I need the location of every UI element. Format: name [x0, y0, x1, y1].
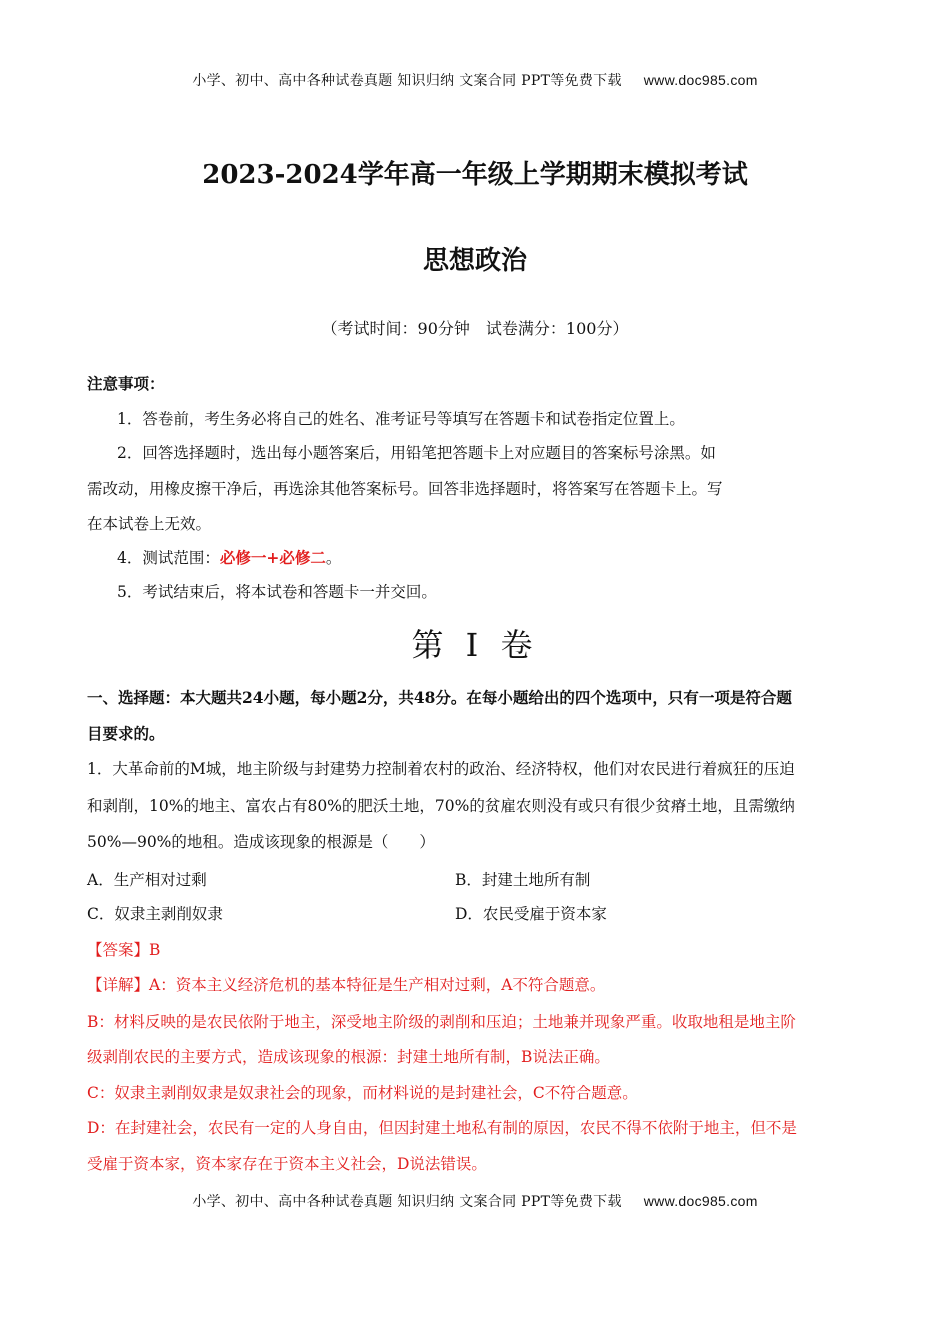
question-1-line-2: 和剥削，10%的地主、富农占有80%的肥沃土地，70%的贫雇农则没有或只有很少贫瘠土地，且需缴纳 [87, 797, 795, 815]
header-text: 小学、初中、高中各种试卷真题 知识归纳 文案合同 PPT等免费下载 [192, 73, 622, 89]
note-item-2-line-3: 在本试卷上无效。 [87, 515, 212, 533]
option-b: B．封建土地所有制 [455, 871, 591, 889]
page-header [0, 70, 950, 90]
note-item-4 [117, 546, 897, 570]
notes-heading: 注意事项： [87, 374, 165, 393]
analysis-line-3: 级剥削农民的主要方式，造成该现象的根源：封建土地所有制，B说法正确。 [87, 1048, 610, 1066]
question-1-line-3: 50%—90%的地租。造成该现象的根源是（ ） [87, 833, 435, 851]
exam-info: （考试时间：90分钟 试卷满分：100分） [321, 319, 629, 338]
option-a: A．生产相对过剩 [87, 871, 207, 889]
analysis-line-2: B：材料反映的是农民依附于地主，深受地主阶级的剥削和压迫；土地兼并现象严重。收取地租是地主阶 [87, 1013, 796, 1031]
section-heading-line-2: 目要求的。 [87, 724, 165, 743]
volume-heading: 第 I 卷 [411, 626, 539, 664]
note-item-1: 1．答卷前，考生务必将自己的姓名、准考证号等填写在答题卡和试卷指定位置上。 [117, 410, 685, 428]
note-item-5: 5．考试结束后，将本试卷和答题卡一并交回。 [117, 583, 437, 601]
note-item-2-line-1: 2．回答选择题时，选出每小题答案后，用铅笔把答题卡上对应题目的答案标号涂黑。如 [117, 444, 716, 462]
analysis-line-4: C：奴隶主剥削奴隶是奴隶社会的现象，而材料说的是封建社会，C不符合题意。 [87, 1084, 638, 1102]
question-1-line-1: 1．大革命前的M城，地主阶级与封建势力控制着农村的政治、经济特权，他们对农民进行着疯狂的压迫 [87, 760, 795, 778]
option-c: C．奴隶主剥削奴隶 [87, 905, 223, 923]
section-heading-line-1: 一、选择题：本大题共24小题，每小题2分，共48分。在每小题给出的四个选项中，只有一项是符合题 [87, 688, 792, 707]
test-range: 必修一+必修二 [219, 548, 326, 567]
footer-url[interactable]: www.doc985.com [643, 1193, 758, 1209]
subject-title: 思想政治 [422, 246, 527, 276]
page-footer [0, 1191, 950, 1211]
option-d: D．农民受雇于资本家 [455, 905, 607, 923]
analysis-line-6: 受雇于资本家，资本家存在于资本主义社会，D说法错误。 [87, 1155, 487, 1173]
note-item-2-line-2: 需改动，用橡皮擦干净后，再选涂其他答案标号。回答非选择题时，将答案写在答题卡上。写 [87, 480, 723, 498]
analysis-line-5: D：在封建社会，农民有一定的人身自由，但因封建土地私有制的原因，农民不得不依附于地主，但不是 [87, 1119, 797, 1137]
footer-text: 小学、初中、高中各种试卷真题 知识归纳 文案合同 PPT等免费下载 [192, 1194, 622, 1210]
header-url[interactable]: www.doc985.com [643, 72, 758, 88]
answer: 【答案】B [87, 941, 161, 959]
note-item-4-suffix: 。 [325, 549, 342, 567]
exam-title: 2023-2024学年高一年级上学期期末模拟考试 [202, 160, 748, 190]
analysis-line-1: 【详解】A：资本主义经济危机的基本特征是生产相对过剩，A不符合题意。 [87, 976, 606, 994]
note-item-4-prefix: 4．测试范围： [117, 549, 220, 567]
